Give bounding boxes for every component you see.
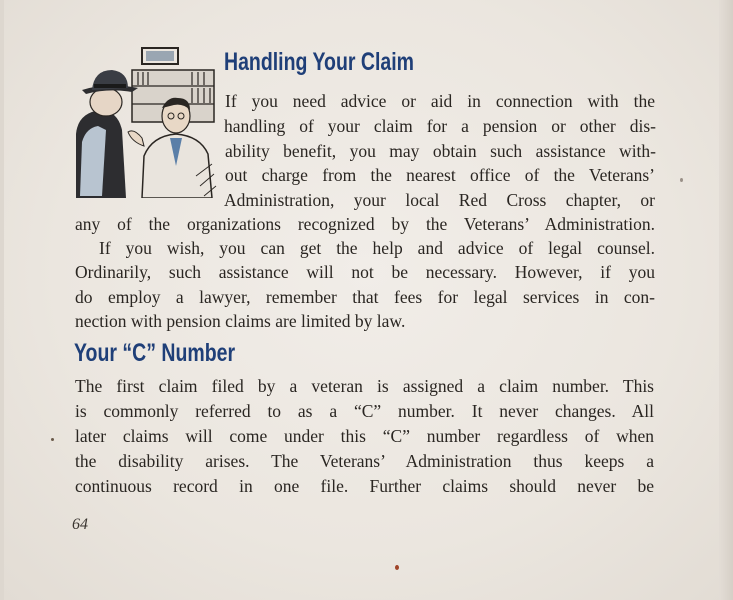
- text-line: out charge from the nearest office of the Veterans’: [225, 165, 655, 185]
- text-line: later claims will come under this “C” number regardless of when: [75, 426, 654, 446]
- text-line: continuous record in one file. Further claims should never be: [75, 476, 654, 496]
- page-edge-right: [719, 0, 733, 600]
- paper-speck: [51, 438, 54, 441]
- text-line: nection with pension claims are limited by law.: [75, 311, 406, 331]
- text-line: Ordinarily, such assistance will not be necessary. However, if you: [75, 262, 655, 282]
- text-line: If you need advice or aid in connection with the: [225, 91, 655, 111]
- section-heading-c-number: Your “C” Number: [74, 339, 236, 367]
- text-line: If you wish, you can get the help and advice of legal counsel.: [99, 238, 655, 258]
- text-line: Administration, your local Red Cross chapter, or: [224, 190, 655, 210]
- text-line: ability benefit, you may obtain such assistance with-: [225, 141, 656, 161]
- page-number: 64: [72, 516, 88, 533]
- page-edge-left: [0, 0, 4, 600]
- text-line: do employ a lawyer, remember that fees for legal services in con-: [75, 287, 655, 307]
- text-line: The first claim filed by a veteran is assigned a claim number. This: [75, 376, 654, 396]
- text-line: handling of your claim for a pension or other dis-: [224, 116, 656, 136]
- text-line: any of the organizations recognized by the Veterans’ Administration.: [75, 214, 655, 234]
- text-line: is commonly referred to as a “C” number. It never changes. All: [75, 401, 654, 421]
- paper-speck: [680, 178, 683, 182]
- section-heading-handling-claim: Handling Your Claim: [224, 48, 414, 76]
- paper-speck: [395, 565, 399, 570]
- text-line: the disability arises. The Veterans’ Administration thus keeps a: [75, 451, 654, 471]
- veteran-consultation-illustration: [72, 46, 218, 198]
